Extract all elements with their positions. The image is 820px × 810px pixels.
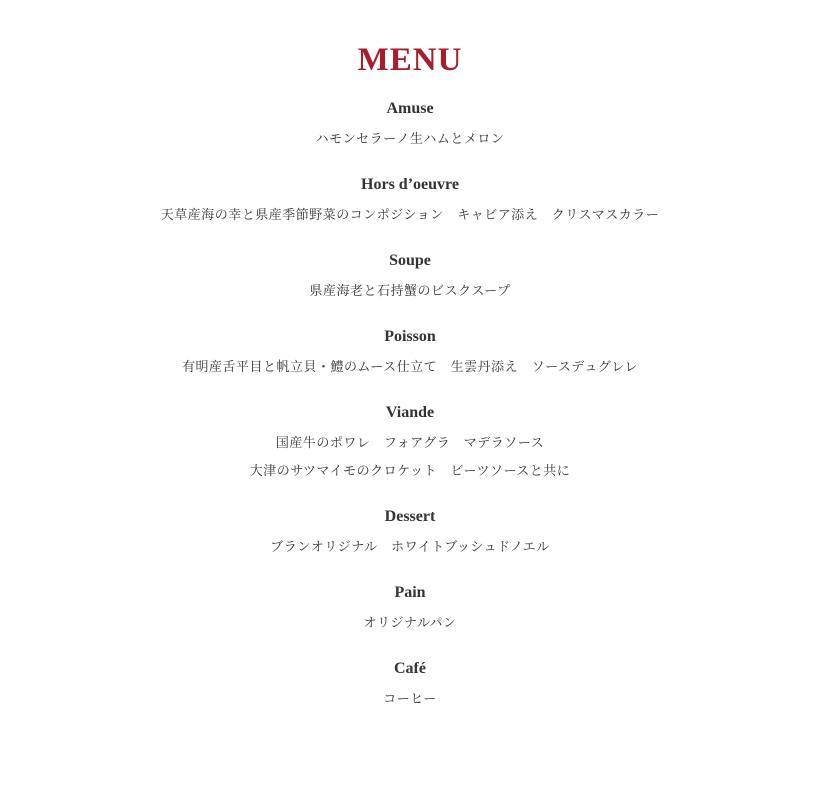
dish: 県産海老と石持蟹のビスクスープ: [309, 284, 511, 299]
course-soupe: [0, 250, 820, 306]
course-name: Hors d’oeuvre: [361, 176, 459, 193]
course-dessert: [0, 506, 820, 562]
dish: ハモンセラーノ生ハムとメロン: [315, 132, 505, 147]
menu-title: MENU: [357, 42, 463, 78]
course-name: Café: [394, 660, 426, 677]
dish: 有明産舌平目と帆立貝・鱧のムース仕立て 生雲丹添え ソースデュグレレ: [181, 360, 639, 375]
dish: コーヒー: [383, 692, 437, 707]
course-amuse: [0, 98, 820, 154]
dish: 国産牛のポワレ フォアグラ マデラソース: [275, 436, 545, 451]
dish: 天草産海の幸と県産季節野菜のコンポジション キャビア添え クリスマスカラー: [160, 208, 660, 223]
course-name: Amuse: [386, 100, 434, 117]
course-name: Soupe: [389, 252, 431, 269]
course-name: Poisson: [384, 328, 436, 345]
course-hors-doeuvre: [0, 174, 820, 230]
course-pain: [0, 582, 820, 638]
course-name: Dessert: [384, 508, 436, 525]
dish: 大津のサツマイモのクロケット ビーツソースと共に: [249, 464, 571, 479]
course-list: [0, 98, 820, 734]
course-cafe: [0, 658, 820, 714]
course-name: Viande: [385, 404, 435, 421]
course-viande: [0, 402, 820, 486]
course-poisson: [0, 326, 820, 382]
dish: ブランオリジナル ホワイトブッシュドノエル: [270, 540, 550, 555]
dish: オリジナルパン: [363, 616, 457, 631]
course-name: Pain: [394, 584, 426, 601]
